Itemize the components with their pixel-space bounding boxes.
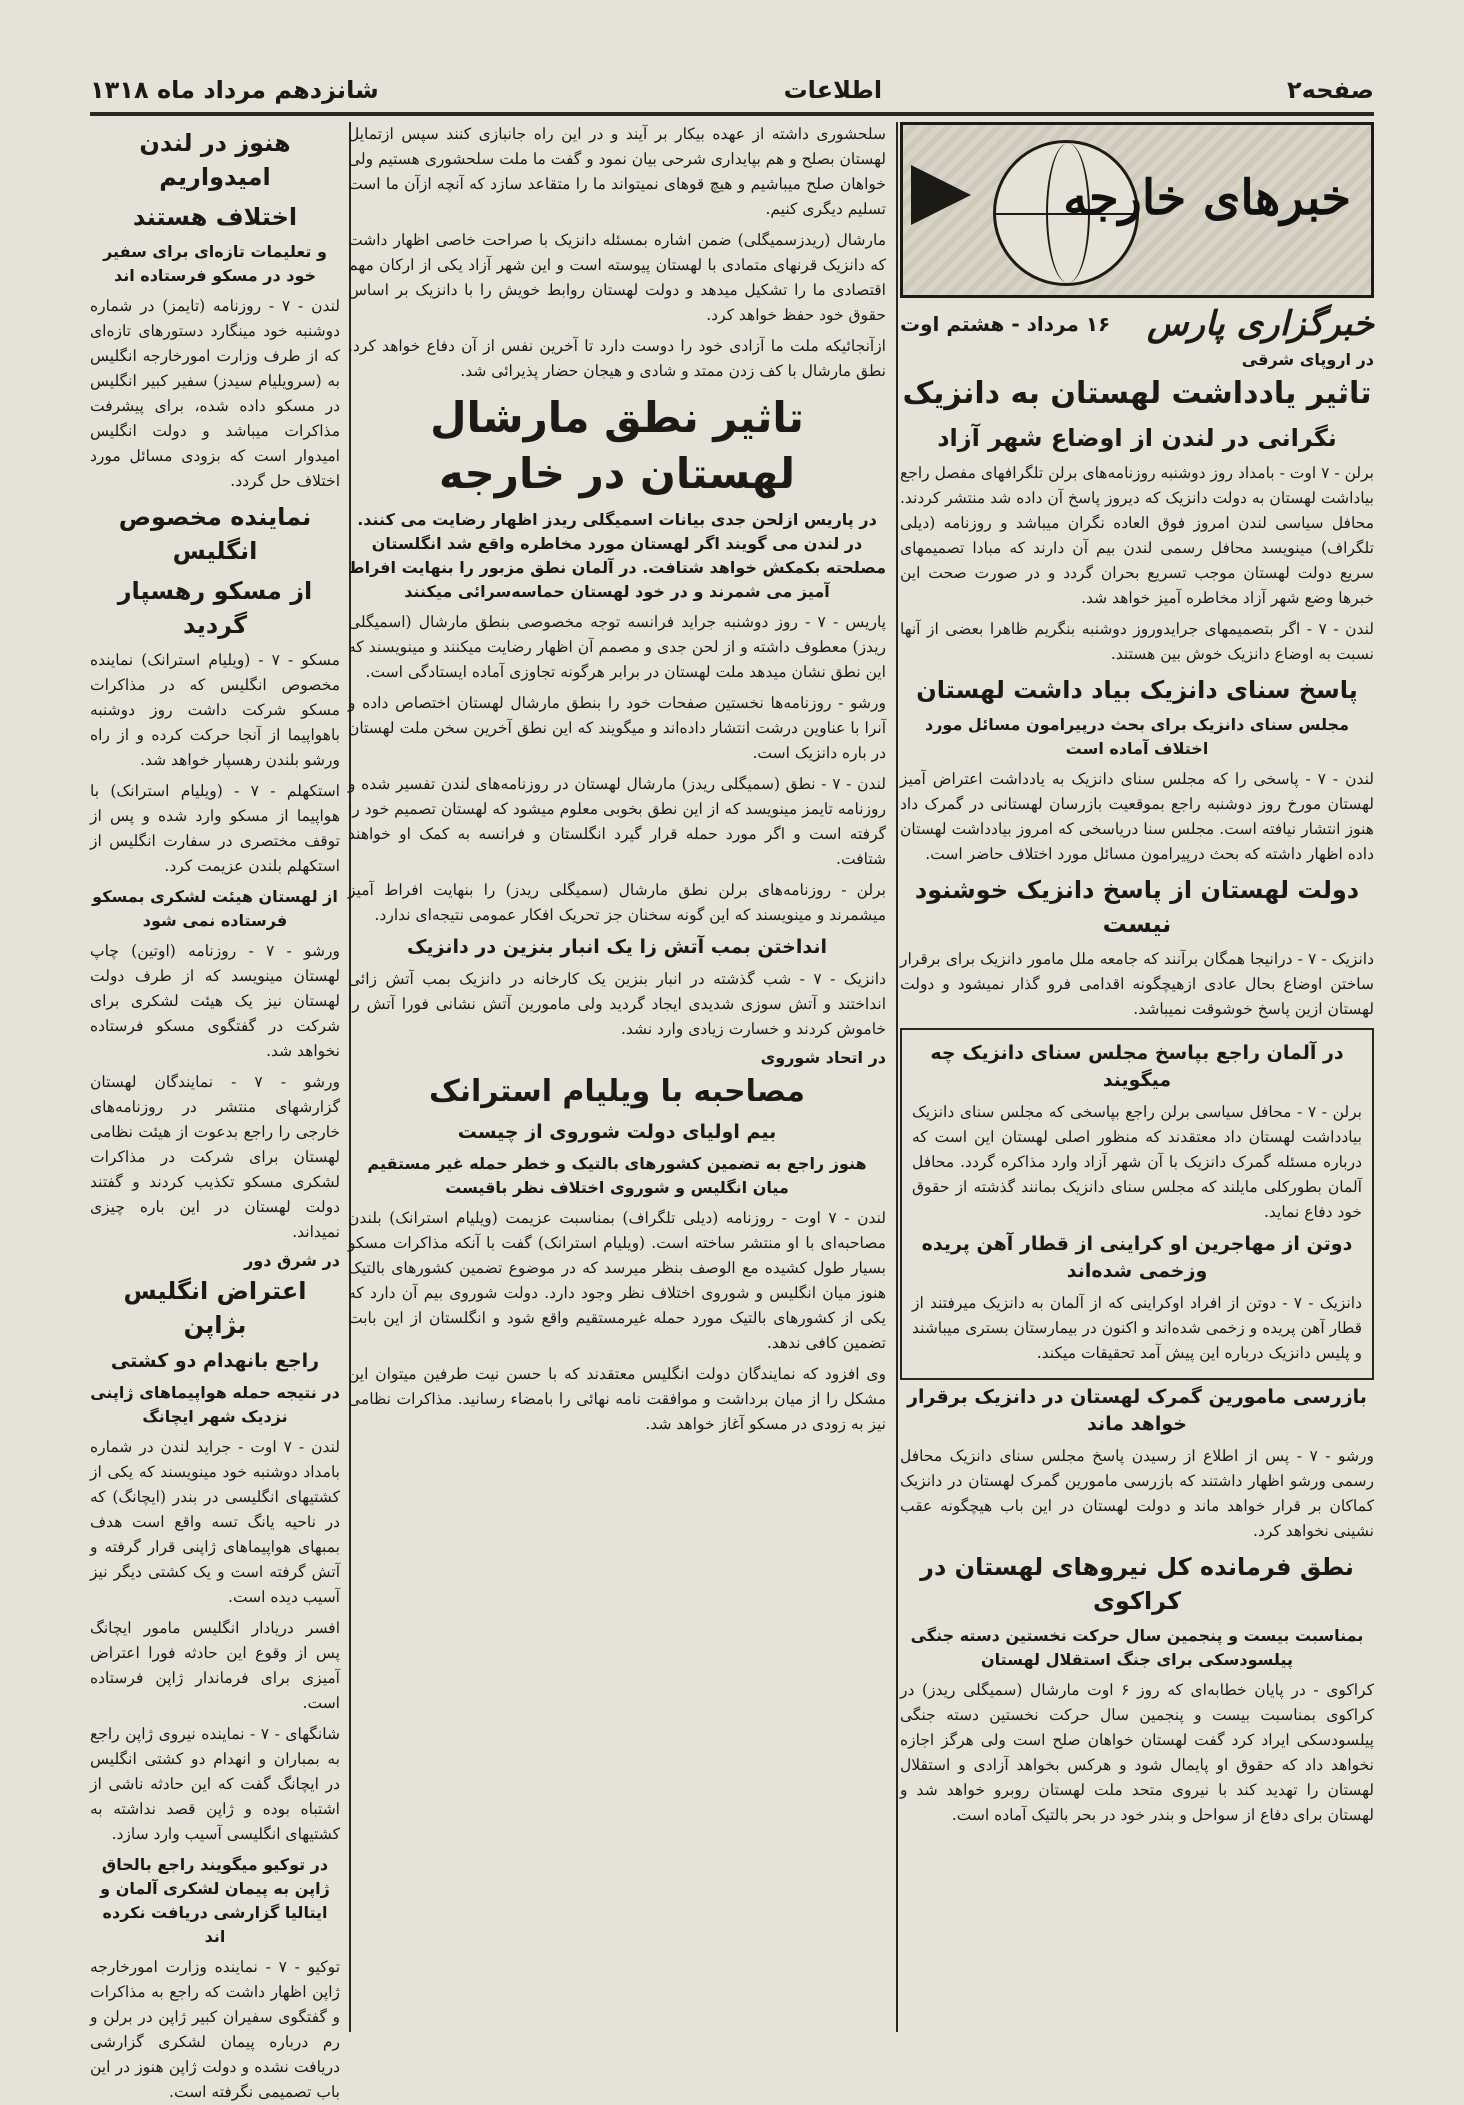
subheadline: نگرانی در لندن از اوضاع شهر آزاد xyxy=(937,424,1337,452)
article-text: پاریس - ۷ - روز دوشنبه جراید فرانسه توجه مخصوصی بنطق مارشال (اسمیگلی ریدز) معطوف داشته و از لحن جدی و مصمم آن اظهار رضایت میکنند و مینویسند که این نطق نشان میدهد ملت لهستان در برابر هرگونه تجاوزی آماده ایستادگی است. xyxy=(348,613,886,681)
article-text: لندن - ۷ - پاسخی را که مجلس سنای دانزیک به یادداشت اعتراض آمیز لهستان مورخ روز دوشنبه راجع بموقعیت بازرسان لهستانی در گمرک داد هنوز انتشار نیافته است. مجلس سنا دریاسخی که امروز بیادداشت لهستان داده اظهار داشته که بحث درپیرامون مسائل مورد اختلاف حاضر است. xyxy=(900,770,1374,863)
page-number: صفحه۲ xyxy=(1287,76,1374,104)
article-text: مارشال (ریدزسمیگلی) ضمن اشاره بمسئله دانزیک با صراحت خاصی اظهار داشت که دانزیک قرنهای متمادی با لهستان پیوسته است و این شهر آزاد یکی از ارکان مهم اقتصادی ما را تشکیل میدهد و دولت لهستان روابط خویش را با دانزیک بر اساس حقوق خود حفظ خواهد کرد. xyxy=(348,231,886,324)
headline: تاثیر نطق مارشال لهستان در خارجه xyxy=(430,393,804,498)
subheadline: بیم اولیای دولت شوروی از چیست xyxy=(457,1121,777,1143)
article-text: کراکوی - در پایان خطابه‌ای که روز ۶ اوت مارشال (سمیگلی ریدز) در کراکوی بمناسبت بیست و پنجمین سال حرکت نخستین دسته جنگی پیلسودسکی ایراد کرد گفت لهستان خواهان صلح است ولی هرگز اجازه نخواهد داد که حقوق او پایمال شود و هرکس بخواهد آزادی و استقلال لهستان را تهدید کند با نیروی متحد ملت لهستان روبرو خواهد شد و لهستان برای دفاع از سواحل و بندر خود در بحر بالتیک آماده است. xyxy=(900,1681,1374,1824)
article-text: ورشو - روزنامه‌ها نخستین صفحات خود را بنطق مارشال لهستان اختصاص داده و آنرا با عناوین درشت انتشار داده‌اند و میگویند که این نطق آخرین سخن ملت لهستان در باره دانزیک است. xyxy=(348,694,886,762)
article-text: وی افزود که نمایندگان دولت انگلیس معتقدند که با حسن نیت طرفین میتوان این مشکل را از میان برداشت و موافقت نامه نهائی را بامضاء رسانید. مذاکرات نظامی نیز به زودی در مسکو آغاز خواهد شد. xyxy=(348,1365,886,1433)
section-kicker: در اروپای شرقی xyxy=(1241,350,1374,369)
subheadline: در نتیجه حمله هواپیماهای ژاپنی نزدیک شهر ایچانگ xyxy=(90,1383,340,1426)
article-text: لندن - ۷ - اگر بتصمیمهای جرایدوروز دوشنبه بنگریم ظاهرا بعضی از آنها نسبت به اوضاع دانزیک خوش بین هستند. xyxy=(900,620,1374,663)
column-middle xyxy=(348,122,886,2032)
boxed-article xyxy=(900,1028,1374,1380)
section-kicker: در شرق دور xyxy=(244,1251,340,1270)
column-right xyxy=(900,122,1374,2032)
article-text: لندن - ۷ اوت - روزنامه (دیلی تلگراف) بمناسبت عزیمت (ویلیام استرانک) بلندن مصاحبه‌ای با او منتشر ساخته است. (ویلیام استرانک) گفت با آنکه مذاکرات مسکو بسیار طول کشیده مع الوصف بنظر میرسد که در موضوع تضمین کشورهای بالتیک هنوز میان انگلیس و شوروی اختلاف نظر وجود دارد. دولت شوروی بیم آن دارد که یکی از کشورهای بالتیک مورد حمله غیرمستقیم واقع شود و انگلستان از این بابت تضمین کافی ندهد. xyxy=(348,1209,887,1352)
headline: هنوز در لندن امیدواریم xyxy=(139,129,291,191)
foreign-news-banner xyxy=(900,122,1374,298)
loudspeaker-icon xyxy=(911,165,971,225)
subheadline: مجلس سنای دانزیک برای بحث درپیرامون مسائل مورد اختلاف آماده است xyxy=(925,715,1349,758)
banner-title: خبرهای خارجه xyxy=(1063,170,1351,226)
headline: مصاحبه با ویلیام استرانک xyxy=(429,1074,805,1109)
article-text: مسکو - ۷ - (ویلیام استرانک) نماینده مخصوص انگلیس که در مذاکرات مسکو شرکت داشت روز دوشنبه باهواپیما از آنجا حرکت کرده و از راه ورشو بلندن رهسپار خواهد شد. xyxy=(90,651,340,769)
subheadline: راجع بانهدام دو کشتی xyxy=(110,1350,320,1372)
article-text: دانزیک - ۷ - شب گذشته در انبار بنزین یک کارخانه در دانزیک بمب آتش زائی انداختند و آتش سوزی شدیدی ایجاد گردید ولی مامورین آتش نشانی فورا آتش را خاموش کردند و خسارت زیادی وارد نشد. xyxy=(348,970,886,1038)
article-text: افسر دریادار انگلیس مامور ایچانگ پس از وقوع این حادثه فورا اعتراض آمیزی برای فرماندار ژاپن فرستاده است. xyxy=(90,1619,340,1712)
column-divider xyxy=(896,122,898,2032)
article-text: استکهلم - ۷ - (ویلیام استرانک) با هواپیما از مسکو وارد شده و پس از توقف مختصری در سفارت انگلیس از استکهلم بلندن عزیمت کرد. xyxy=(90,782,340,875)
article-text: دانزیک - ۷ - دوتن از افراد اوکراینی که از آلمان به دانزیک میرفتند از قطار آهن پریده و زخمی شده‌اند و اکنون در بیمارستان بستری میباشند و پلیس دانزیک درباره این پیش آمد تحقیقات میکند. xyxy=(912,1294,1362,1362)
agency-date: ۱۶ مرداد - هشتم اوت xyxy=(900,312,1111,336)
headline: در توکیو میگویند راجع بالحاق ژاپن به پیمان لشکری آلمان و ایتالیا گزارشی دریافت نکرده اند xyxy=(100,1855,330,1946)
newspaper-name: اطلاعات xyxy=(783,76,883,104)
headline: انداختن بمب آتش زا یک انبار بنزین در دانزیک xyxy=(406,936,828,958)
headline: نماینده مخصوص انگلیس xyxy=(118,503,312,565)
page-header xyxy=(90,70,1374,110)
article-text: لندن - ۷ - روزنامه (تایمز) در شماره دوشنبه خود مینگارد دستورهای تازه‌ای که از طرف وزارت امورخارجه انگلیس به (سرویلیام سیدز) سفیر کبیر انگلیس در مسکو داده شده، برای پیشرفت مذاکرات میباشد و دولت انگلیس امیدوار است که بزودی مسائل مورد اختلاف حل گردد. xyxy=(90,297,340,490)
article-text: لندن - ۷ اوت - جراید لندن در شماره بامداد دوشنبه خود مینویسند که یکی از کشتیهای انگلیسی در بندر (ایچانگ) که در ناحیه یانگ تسه واقع است هدف بمبهای هواپیماهای ژاپنی قرار گرفته و آتش گرفته است و یک کشتی دیگر نیز آسیب دیده است. xyxy=(90,1438,340,1606)
header-rule xyxy=(90,112,1374,116)
article-text: ورشو - ۷ - پس از اطلاع از رسیدن پاسخ مجلس سنای دانزیک محافل رسمی ورشو اظهار داشتند که بازرسی مامورین گمرک لهستان در دانزیک کماکان بر قرار خواهد ماند و دولت لهستان در این باب هیچگونه عقب نشینی نخواهد کرد. xyxy=(900,1447,1374,1540)
headline: نطق فرمانده کل نیروهای لهستان در کراکوی xyxy=(920,1553,1354,1615)
article-text: برلن - ۷ اوت - بامداد روز دوشنبه روزنامه‌های برلن تلگرافهای مفصل راجع بیاداشت لهستان به دولت دانزیک که دیروز پاسخ آن داده شد منتشر کردند. محافل سیاسی لندن امروز فوق العاده نگران میباشد و روزنامه (دیلی تلگراف) مینویسد محافل رسمی لندن بیم آن دارند که مبادا تصمیمهای سریع دولت لهستان موجب تسریع بحران گردد و در صورت صحت این خبرها وضع شهر آزاد مخاطره آمیز خواهد شد. xyxy=(900,464,1374,607)
article-text: ورشو - ۷ - روزنامه (اوتین) چاپ لهستان مینویسد که از طرف دولت لهستان نیز یک هیئت لشکری برای شرکت در گفتگوی مسکو فرستاده نخواهد شد. xyxy=(90,942,340,1060)
headline: پاسخ سنای دانزیک بیاد داشت لهستان xyxy=(916,676,1358,704)
subheadline: هنوز راجع به تضمین کشورهای بالتیک و خطر حمله غیر مستقیم میان انگلیس و شوروی اختلاف نظر باقیست xyxy=(367,1154,867,1197)
agency-name: خبرگزاری پارس xyxy=(1146,304,1374,344)
subheadline: و تعلیمات تازه‌ای برای سفیر خود در مسکو فرستاده اند xyxy=(103,242,327,285)
headline: اعتراض انگلیس بژاپن xyxy=(123,1277,307,1339)
subheadline: اختلاف هستند xyxy=(132,203,298,231)
article-text: سلحشوری داشته از عهده بیکار بر آیند و در این راه جانبازی کنند سپس ازتمایل لهستان بصلح و هم بپایداری شرحی بیان نمود و گفت ما ملت سلحشوری هستیم ولی خواهان صلح میباشیم و هیچ قوهای نمیتواند ما را متقاعد سازد که آنچه ازآن ما است تسلیم دیگری کنیم. xyxy=(348,125,886,218)
section-kicker: در اتحاد شوروی xyxy=(760,1048,886,1067)
headline: تاثیر یادداشت لهستان به دانزیک xyxy=(902,376,1372,411)
column-left xyxy=(90,122,341,2101)
subheadline: از مسکو رهسپار گردید xyxy=(117,577,313,639)
headline: دوتن از مهاجرین او کراینی از قطار آهن پریده وزخمی شده‌اند xyxy=(921,1233,1353,1282)
article-text: ورشو - ۷ - نمایندگان لهستان گزارشهای منتشر در روزنامه‌های خارجی را راجع بدعوت از هیئت نظامی لهستان برای شرکت در مذاکرات لشکری مسکو تکذیب کردند و گفتند دولت لهستان در این باره چیزی نمیداند. xyxy=(90,1073,340,1241)
article-text: دانزیک - ۷ - درانیجا همگان برآنند که جامعه ملل مامور دانزیک برای برقرار ساختن اوضاع بحال عادی ازهیچگونه اقدامی فرو گذار نمیشود و دولت لهستان ازین پاسخ خوشوقت نمیباشد. xyxy=(900,950,1374,1018)
article-text: شانگهای - ۷ - نماینده نیروی ژاپن راجع به بمباران و انهدام دو کشتی انگلیس در ایچانگ گفت که این حادثه ناشی از اشتباه بوده و ژاپن قصد نداشته به کشتیهای انگلیسی آسیب وارد سازد. xyxy=(90,1725,340,1843)
article-text: برلن - روزنامه‌های برلن نطق مارشال (سمیگلی ریدز) را بنهایت افراط آمیز میشمرند و مینویسند که این گونه سخنان جز تحریک افکار عمومی نتیجه‌ای ندارد. xyxy=(348,881,886,924)
headline: دولت لهستان از پاسخ دانزیک خوشنود نیست xyxy=(914,876,1360,938)
article-text: توکیو - ۷ - نماینده وزارت امورخارجه ژاپن اظهار داشت که راجع به مذاکرات و گفتگوی سفیران کبیر ژاپن در برلن و رم درباره پیمان لشکری گزارشی دریافت نشده و دولت ژاپن هنوز در این باب تصمیمی نگرفته است. xyxy=(90,1958,341,2101)
article-text: لندن - ۷ - نطق (سمیگلی ریدز) مارشال لهستان در روزنامه‌های لندن تفسیر شده و روزنامه تایمز مینویسد که از این نطق بخوبی معلوم میشود که لهستان تصمیم خود را گرفته است و اگر مورد حمله قرار گیرد انگلستان و فرانسه به کمک او خواهند شتافت. xyxy=(348,775,887,868)
headline: بازرسی مامورین گمرک لهستان در دانزیک برقرار خواهد ماند xyxy=(907,1386,1367,1435)
headline: از لهستان هیئت لشکری بمسکو فرستاده نمی شود xyxy=(92,887,338,930)
issue-date: شانزدهم مرداد ماه ۱۳۱۸ xyxy=(90,76,379,104)
agency-line xyxy=(900,304,1374,344)
headline: در آلمان راجع بپاسخ مجلس سنای دانزیک چه میگویند xyxy=(930,1042,1344,1091)
article-text: برلن - ۷ - محافل سیاسی برلن راجع بپاسخی که مجلس سنای دانزیک بیادداشت لهستان داد معتقدند که منظور اصلی لهستان این است که درباره مسئله گمرک دانزیک با آن شهر آزاد وارد مذاکره گردد. محافل آلمان بطورکلی مایلند که مجلس سنای دانزیک بمانند گذشته از حقوق خود دفاع نماید. xyxy=(912,1103,1362,1221)
subheadline: بمناسبت بیست و پنجمین سال حرکت نخستین دسته جنگی پیلسودسکی برای جنگ استقلال لهستان xyxy=(910,1626,1364,1669)
subheadline: در پاریس ازلحن جدی بیانات اسمیگلی ریدز اظهار رضایت می کنند. در لندن می گویند اگر لهستان مورد مخاطره واقع شد انگلستان مصلحته بکمکش خواهد شتافت. در آلمان نطق مزبور را بنهایت افراط آمیز می شمرند و در خود لهستان حماسه‌سرائی میکنند xyxy=(348,510,886,601)
article-text: ازآنجائیکه ملت ما آزادی خود را دوست دارد تا آخرین نفس از آن دفاع خواهد کرد. نطق مارشال با کف زدن ممتد و شادی و هیجان حضار پذیرائی شد. xyxy=(348,337,886,380)
